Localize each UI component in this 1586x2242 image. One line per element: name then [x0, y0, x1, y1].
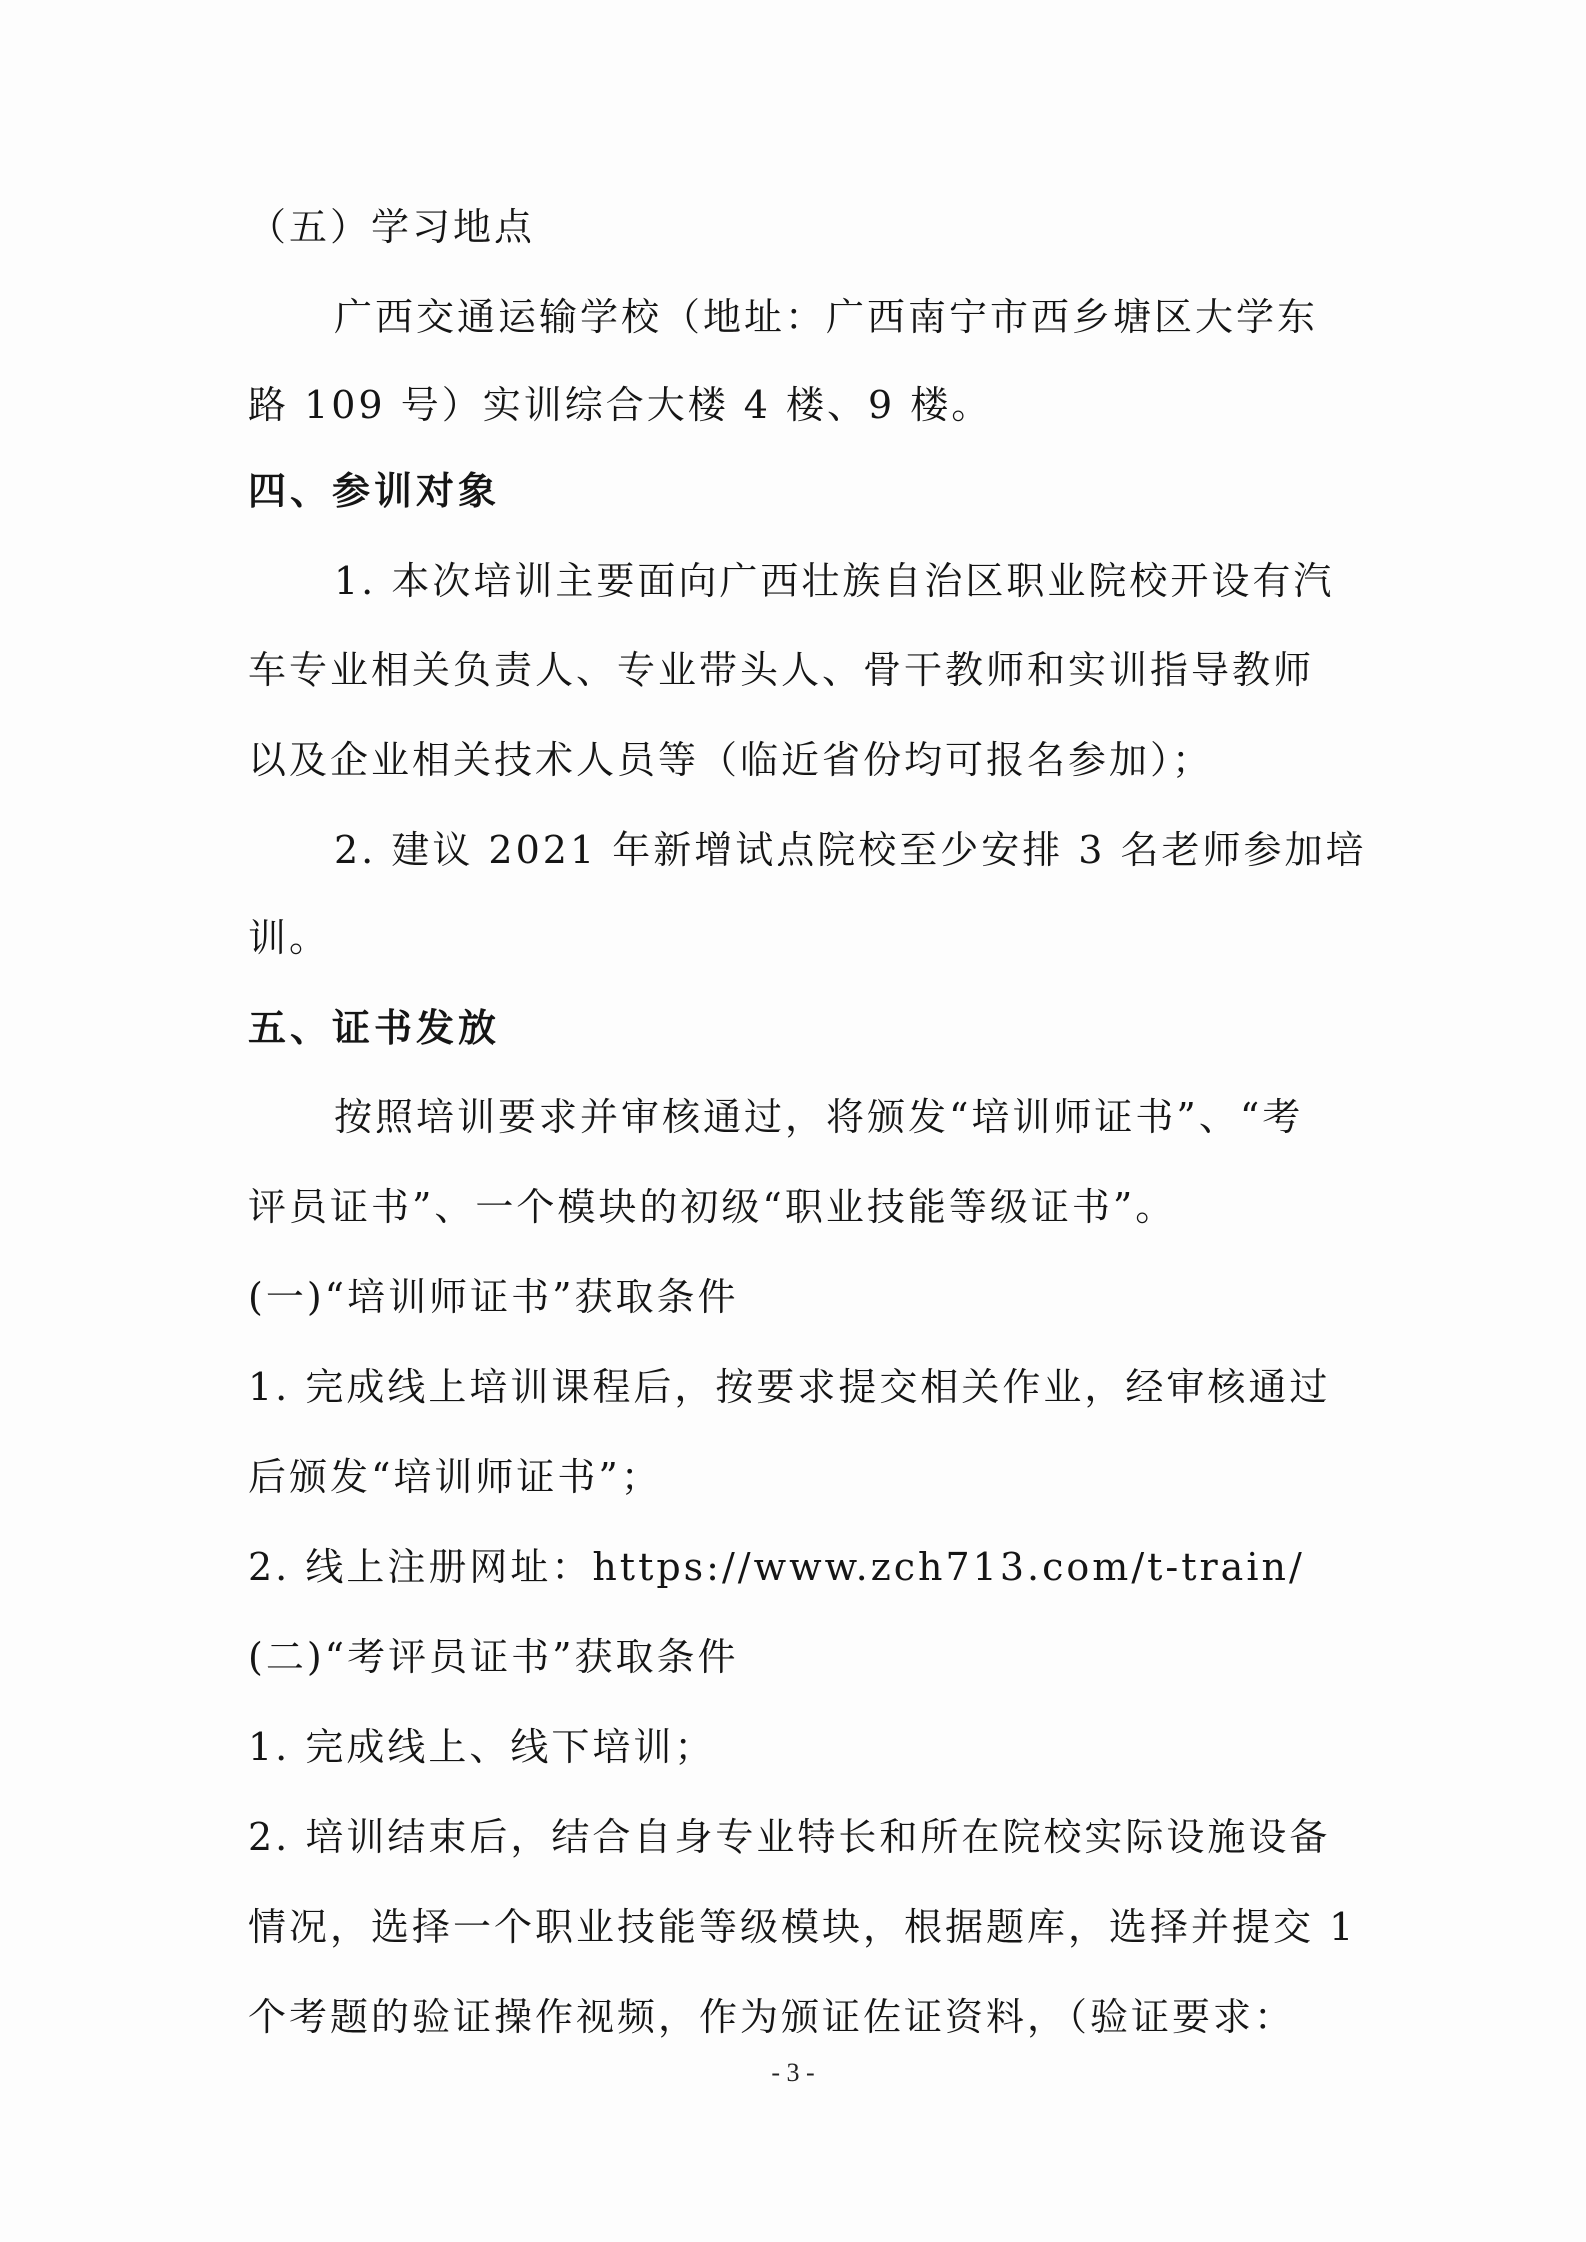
section-heading-certificates: 五、证书发放 — [248, 1006, 501, 1050]
paragraph-line: 车专业相关负责人、专业带头人、骨干教师和实训指导教师 — [248, 648, 1315, 692]
subsection-heading-trainer-certificate: (一)“培训师证书”获取条件 — [248, 1275, 739, 1319]
registration-url-line: 2. 线上注册网址：https://www.zch713.com/t-train/ — [248, 1545, 1305, 1589]
subsection-heading-study-location: （五）学习地点 — [248, 205, 536, 249]
paragraph-line: 以及企业相关技术人员等（临近省份均可报名参加）； — [248, 738, 1214, 782]
paragraph-line: 1. 完成线上、线下培训； — [248, 1725, 716, 1769]
section-heading-participants: 四、参训对象 — [248, 469, 501, 513]
subsection-heading-examiner-certificate: (二)“考评员证书”获取条件 — [248, 1635, 739, 1679]
paragraph-line: 评员证书”、一个模块的初级“职业技能等级证书”。 — [248, 1185, 1177, 1229]
paragraph-line: 后颁发“培训师证书”； — [248, 1455, 662, 1499]
paragraph-line: 路 109 号）实训综合大楼 4 楼、9 楼。 — [248, 383, 993, 427]
paragraph-line: 情况，选择一个职业技能等级模块，根据题库，选择并提交 1 — [248, 1905, 1357, 1949]
paragraph-line: 广西交通运输学校（地址：广西南宁市西乡塘区大学东 — [334, 295, 1319, 339]
paragraph-line: 1. 本次培训主要面向广西壮族自治区职业院校开设有汽 — [334, 559, 1335, 603]
page-number: - 3 - — [771, 2058, 815, 2087]
paragraph-line: 个考题的验证操作视频，作为颁证佐证资料，（验证要求： — [248, 1995, 1296, 2039]
paragraph-line: 1. 完成线上培训课程后，按要求提交相关作业，经审核通过 — [248, 1365, 1331, 1409]
paragraph-line: 按照培训要求并审核通过，将颁发“培训师证书”、“考 — [334, 1095, 1304, 1139]
paragraph-line: 2. 建议 2021 年新增试点院校至少安排 3 名老师参加培 — [334, 828, 1367, 872]
paragraph-line: 训。 — [248, 916, 331, 960]
paragraph-line: 2. 培训结束后，结合自身专业特长和所在院校实际设施设备 — [248, 1815, 1331, 1859]
